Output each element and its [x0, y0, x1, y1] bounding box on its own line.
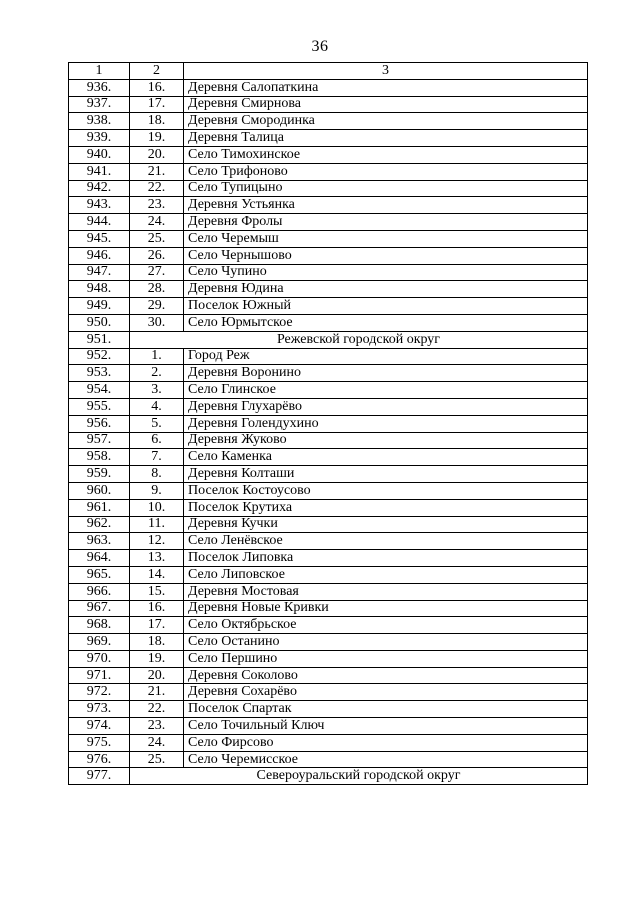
district-index: 24. — [130, 214, 184, 231]
row-number: 966. — [69, 583, 130, 600]
row-number: 955. — [69, 398, 130, 415]
settlement-name: Село Октябрьское — [184, 617, 588, 634]
table-row — [69, 650, 588, 667]
row-number: 964. — [69, 550, 130, 567]
district-index: 26. — [130, 247, 184, 264]
settlement-name: Деревня Жуково — [184, 432, 588, 449]
table-row — [69, 298, 588, 315]
table-row — [69, 701, 588, 718]
table-row — [69, 214, 588, 231]
settlement-name: Деревня Голендухино — [184, 415, 588, 432]
district-index: 20. — [130, 146, 184, 163]
table-row — [69, 130, 588, 147]
table-row — [69, 499, 588, 516]
district-index: 18. — [130, 113, 184, 130]
table-row — [69, 348, 588, 365]
settlement-name: Село Першино — [184, 650, 588, 667]
table-row — [69, 432, 588, 449]
settlement-name: Поселок Спартак — [184, 701, 588, 718]
row-number: 940. — [69, 146, 130, 163]
district-index: 17. — [130, 96, 184, 113]
settlement-name: Село Липовское — [184, 566, 588, 583]
district-heading: Североуральский городской округ — [130, 768, 588, 785]
row-number: 971. — [69, 667, 130, 684]
table-row — [69, 583, 588, 600]
district-index: 13. — [130, 550, 184, 567]
settlement-name: Поселок Костоусово — [184, 482, 588, 499]
table-row — [69, 718, 588, 735]
row-number: 958. — [69, 449, 130, 466]
table-row — [69, 96, 588, 113]
settlement-name: Поселок Крутиха — [184, 499, 588, 516]
table-row — [69, 533, 588, 550]
row-number: 939. — [69, 130, 130, 147]
table-row — [69, 550, 588, 567]
settlement-name: Село Каменка — [184, 449, 588, 466]
settlement-name: Село Юрмытское — [184, 314, 588, 331]
row-number: 951. — [69, 331, 130, 348]
table-row — [69, 113, 588, 130]
row-number: 936. — [69, 79, 130, 96]
table-row — [69, 617, 588, 634]
district-heading: Режевской городской округ — [130, 331, 588, 348]
district-index: 16. — [130, 600, 184, 617]
row-number: 974. — [69, 718, 130, 735]
settlement-name: Село Чупино — [184, 264, 588, 281]
district-index: 11. — [130, 516, 184, 533]
row-number: 937. — [69, 96, 130, 113]
district-index: 27. — [130, 264, 184, 281]
row-number: 968. — [69, 617, 130, 634]
table-row — [69, 382, 588, 399]
district-index: 19. — [130, 650, 184, 667]
table-header-row — [69, 63, 588, 80]
settlement-name: Поселок Липовка — [184, 550, 588, 567]
district-index: 1. — [130, 348, 184, 365]
table-row — [69, 466, 588, 483]
settlement-name: Деревня Смирнова — [184, 96, 588, 113]
row-number: 962. — [69, 516, 130, 533]
row-number: 963. — [69, 533, 130, 550]
district-index: 2. — [130, 365, 184, 382]
settlement-name: Село Останино — [184, 634, 588, 651]
row-number: 944. — [69, 214, 130, 231]
table-row — [69, 566, 588, 583]
district-index: 25. — [130, 230, 184, 247]
district-index: 9. — [130, 482, 184, 499]
district-index: 21. — [130, 684, 184, 701]
district-index: 22. — [130, 701, 184, 718]
row-number: 977. — [69, 768, 130, 785]
settlement-name: Село Черемисское — [184, 751, 588, 768]
table-row — [69, 634, 588, 651]
district-index: 25. — [130, 751, 184, 768]
row-number: 943. — [69, 197, 130, 214]
settlement-name: Село Чернышово — [184, 247, 588, 264]
district-index: 8. — [130, 466, 184, 483]
row-number: 960. — [69, 482, 130, 499]
district-index: 10. — [130, 499, 184, 516]
district-index: 12. — [130, 533, 184, 550]
table-row — [69, 415, 588, 432]
row-number: 976. — [69, 751, 130, 768]
table-row — [69, 365, 588, 382]
district-index: 4. — [130, 398, 184, 415]
district-index: 23. — [130, 718, 184, 735]
settlement-name: Село Тупицыно — [184, 180, 588, 197]
settlement-name: Деревня Новые Кривки — [184, 600, 588, 617]
settlement-name: Город Реж — [184, 348, 588, 365]
district-index: 16. — [130, 79, 184, 96]
district-index: 20. — [130, 667, 184, 684]
row-number: 952. — [69, 348, 130, 365]
column-header: 2 — [130, 63, 184, 80]
table-row — [69, 449, 588, 466]
row-number: 947. — [69, 264, 130, 281]
row-number: 950. — [69, 314, 130, 331]
page-number: 36 — [311, 38, 329, 55]
district-index: 28. — [130, 281, 184, 298]
table-group-row — [69, 768, 588, 785]
settlement-name: Село Тимохинское — [184, 146, 588, 163]
row-number: 973. — [69, 701, 130, 718]
table-row — [69, 146, 588, 163]
row-number: 938. — [69, 113, 130, 130]
row-number: 942. — [69, 180, 130, 197]
table-row — [69, 79, 588, 96]
table-group-row — [69, 331, 588, 348]
settlement-name: Деревня Глухарёво — [184, 398, 588, 415]
row-number: 949. — [69, 298, 130, 315]
settlement-name: Село Фирсово — [184, 734, 588, 751]
table-row — [69, 281, 588, 298]
settlement-name: Деревня Фролы — [184, 214, 588, 231]
district-index: 21. — [130, 163, 184, 180]
row-number: 965. — [69, 566, 130, 583]
row-number: 961. — [69, 499, 130, 516]
settlements-table — [68, 62, 588, 785]
row-number: 970. — [69, 650, 130, 667]
table-row — [69, 482, 588, 499]
district-index: 6. — [130, 432, 184, 449]
settlement-name: Село Точильный Ключ — [184, 718, 588, 735]
table-row — [69, 163, 588, 180]
district-index: 22. — [130, 180, 184, 197]
settlement-name: Село Глинское — [184, 382, 588, 399]
row-number: 956. — [69, 415, 130, 432]
district-index: 30. — [130, 314, 184, 331]
district-index: 7. — [130, 449, 184, 466]
settlement-name: Деревня Воронино — [184, 365, 588, 382]
settlement-name: Деревня Кучки — [184, 516, 588, 533]
table-row — [69, 734, 588, 751]
table-row — [69, 197, 588, 214]
table-row — [69, 751, 588, 768]
settlement-name: Село Черемыш — [184, 230, 588, 247]
table-row — [69, 600, 588, 617]
settlement-name: Деревня Сохарёво — [184, 684, 588, 701]
table-row — [69, 398, 588, 415]
district-index: 17. — [130, 617, 184, 634]
district-index: 29. — [130, 298, 184, 315]
table-row — [69, 264, 588, 281]
row-number: 957. — [69, 432, 130, 449]
settlement-name: Деревня Мостовая — [184, 583, 588, 600]
settlement-name: Село Ленёвское — [184, 533, 588, 550]
district-index: 3. — [130, 382, 184, 399]
column-header: 3 — [184, 63, 588, 80]
settlement-name: Деревня Устьянка — [184, 197, 588, 214]
district-index: 18. — [130, 634, 184, 651]
table-row — [69, 684, 588, 701]
district-index: 23. — [130, 197, 184, 214]
row-number: 972. — [69, 684, 130, 701]
row-number: 945. — [69, 230, 130, 247]
settlement-name: Деревня Салопаткина — [184, 79, 588, 96]
row-number: 941. — [69, 163, 130, 180]
table-row — [69, 516, 588, 533]
district-index: 24. — [130, 734, 184, 751]
settlement-name: Деревня Смородинка — [184, 113, 588, 130]
row-number: 975. — [69, 734, 130, 751]
district-index: 15. — [130, 583, 184, 600]
settlement-name: Деревня Колташи — [184, 466, 588, 483]
settlement-name: Поселок Южный — [184, 298, 588, 315]
settlement-name: Деревня Талица — [184, 130, 588, 147]
settlement-name: Деревня Соколово — [184, 667, 588, 684]
row-number: 948. — [69, 281, 130, 298]
row-number: 954. — [69, 382, 130, 399]
district-index: 5. — [130, 415, 184, 432]
settlement-name: Деревня Юдина — [184, 281, 588, 298]
row-number: 969. — [69, 634, 130, 651]
settlement-name: Село Трифоново — [184, 163, 588, 180]
row-number: 967. — [69, 600, 130, 617]
column-header: 1 — [69, 63, 130, 80]
table-body — [69, 79, 588, 784]
district-index: 19. — [130, 130, 184, 147]
table-row — [69, 667, 588, 684]
row-number: 953. — [69, 365, 130, 382]
district-index: 14. — [130, 566, 184, 583]
row-number: 959. — [69, 466, 130, 483]
table-row — [69, 230, 588, 247]
row-number: 946. — [69, 247, 130, 264]
table-row — [69, 247, 588, 264]
table-row — [69, 314, 588, 331]
table-row — [69, 180, 588, 197]
